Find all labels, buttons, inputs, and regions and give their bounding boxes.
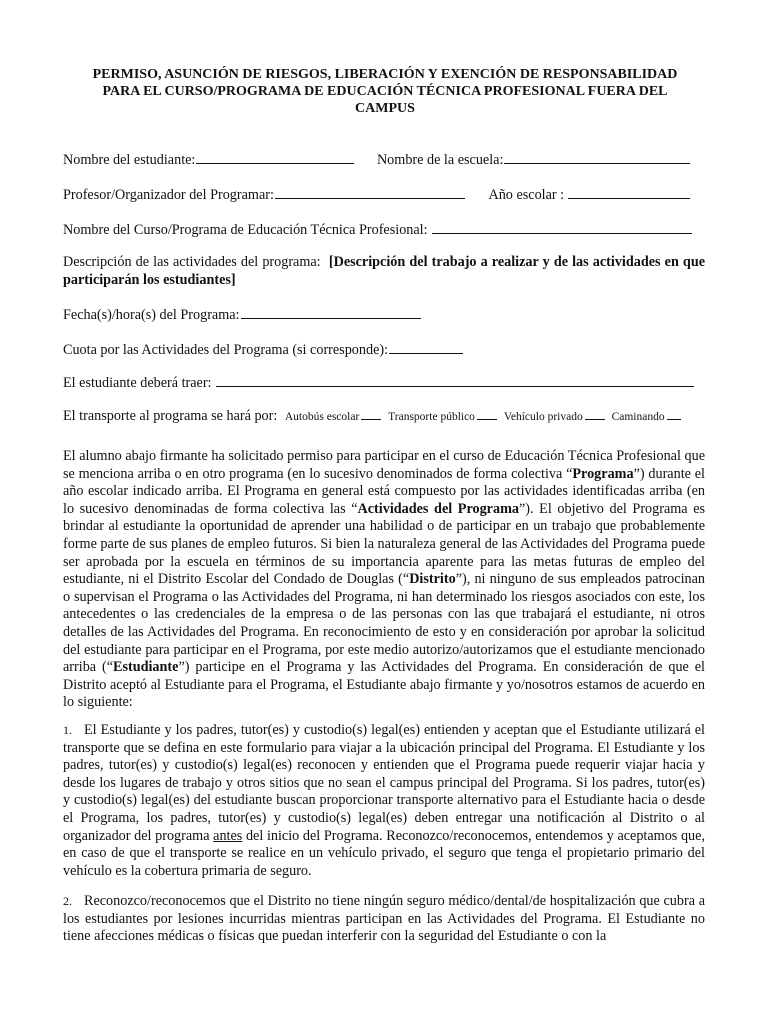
course-name-label: Nombre del Curso/Programa de Educación Técnica Profesional: [63,222,428,238]
transport-label: El transporte al programa se hará por: [63,408,278,424]
fee-label: Cuota por las Actividades del Programa (si corresponde): [63,342,389,358]
term-programa: Programa [572,465,634,482]
bring-row [63,373,694,392]
course-name-blank[interactable] [432,220,692,234]
title-line-2: PARA EL CURSO/PROGRAMA DE EDUCACIÓN TÉCNICA PROFESIONAL FUERA DEL [102,84,668,99]
bring-label: El estudiante deberá traer: [63,375,212,391]
clause-1-text-b: del inicio del Programa. Reconozco/reconocemos, entendemos y aceptamos que, en caso de que el transporte se realice en un vehículo privado, el seguro que tenga el propietario primario del vehículo es la cobertura primaria de seguro. [63,827,705,879]
bring-blank[interactable] [216,373,694,387]
intro-text-4: ”), ni ninguno de sus empleados patrocinan o supervisan el Programa o las Actividades del Programa, ni han determinado los riesgos asociados con este, los antecedentes o las credenciales de la empresa o de las personas con las que trabajará el estudiante, ni otros detalles de las Actividades del Programa. En reconocimiento de esto y en consideración por aprobar la solicitud del estudiante para participar en el Programa, por este medio autorizo/autorizamos que el estudiante mencionado arriba (“ [63,571,705,676]
intro-text-5: ”) participe en el Programa y las Actividades del Programa. En consideración de que el Distrito aceptó al Estudiante para el Programa, el Estudiante abajo firmante y yo/nosotros estamos de acuerdo en lo siguiente: [63,659,705,711]
student-school-row [63,150,690,169]
fee-blank[interactable] [389,340,463,354]
school-name-blank[interactable] [504,150,690,164]
clause-1-text-a: El Estudiante y los padres, tutor(es) y custodio(s) legal(es) entienden y aceptan que el Estudiante utilizará el transporte que se defina en este formulario para viajar a la ubicación principal del Programa. El Estudiante y los padres, tutor(es) y custodio(s) legal(es) reconocen y entienden que el Programa puede requerir viajar hacia y desde los lugares de trabajo y otros sitios que no sean el campus principal del Programa. Si los padres, tutor(es) y custodio(s) legal(es) del estudiante buscan proporcionar transporte alternativo para el Estudiante hacia o desde el Programa, los padres, tutor(es) y custodio(s) legal(es) deben entregar una notificación al Distrito o al organizador del programa [63,722,705,844]
school-year-label: Año escolar : [488,187,565,203]
option-school-bus: Autobús escolar [284,411,360,423]
activities-description [63,253,705,289]
title-line-3: CAMPUS [355,101,415,116]
intro-text-1: El alumno abajo firmante ha solicitado permiso para participar en el curso de Educación Técnica Profesional que se menciona arriba o en otro programa (en lo sucesivo denominados de forma colectiva “ [63,448,705,482]
school-bus-blank[interactable] [361,408,381,420]
walking-blank[interactable] [667,408,681,420]
course-row [63,220,692,239]
transport-row [63,407,681,426]
dates-label: Fecha(s)/hora(s) del Programa: [63,307,240,323]
teacher-year-row [63,185,690,204]
title-line-1: PERMISO, ASUNCIÓN DE RIESGOS, LIBERACIÓN Y EXENCIÓN DE RESPONSABILIDAD [92,67,678,82]
public-transport-blank[interactable] [477,408,497,420]
clause-2-number: 2. [63,894,72,908]
document-title [70,66,700,117]
clause-1 [63,722,705,880]
description-value: [Descripción del trabajo a realizar y de las actividades en que participarán los estudiantes] [63,254,706,288]
intro-text-2: ”) durante el año escolar indicado arriba. El Programa en general está compuesto por las actividades identificadas arriba (en lo sucesivo denominadas de forma colectiva las “ [63,465,705,517]
student-name-label: Nombre del estudiante: [63,152,196,168]
option-walking: Caminando [611,411,665,423]
teacher-blank[interactable] [275,185,465,199]
dates-row [63,305,421,324]
fee-row [63,340,463,359]
transport-options [281,411,681,423]
clause-1-underline: antes [213,827,243,844]
school-name-label: Nombre de la escuela: [376,152,504,168]
intro-paragraph [63,448,705,712]
term-distrito: Distrito [409,571,456,588]
intro-text-3: ”). El objetivo del Programa es brindar al estudiante la oportunidad de aprender una habilidad o de participar en un trabajo que probablemente forme parte de sus planes de empleo futuros. Si bien la naturaleza general de las Actividades del Programa puede ser aprobada por la escuela en términos de su importancia aparente para las metas futuras de empleo del estudiante, ni el Distrito Escolar del Condado de Douglas (“ [63,500,706,588]
description-label: Descripción de las actividades del programa: [63,254,321,270]
option-private-vehicle: Vehículo privado [503,411,583,423]
private-vehicle-blank[interactable] [585,408,605,420]
clause-2-text: Reconozco/reconocemos que el Distrito no tiene ningún seguro médico/dental/de hospitalización que cubra a los estudiantes por lesiones incurridas mientras participan en las Actividades del Programa. El Estudiante no tiene afecciones médicas o físicas que puedan interferir con la seguridad del Estudiante o con la [63,893,705,945]
dates-blank[interactable] [241,305,421,319]
term-actividades: Actividades del Programa [357,500,519,517]
school-year-blank[interactable] [568,185,690,199]
teacher-label: Profesor/Organizador del Programar: [63,187,274,203]
term-estudiante: Estudiante [113,659,179,676]
clause-2 [63,893,705,946]
option-public-transport: Transporte público [388,411,475,423]
student-name-blank[interactable] [196,150,354,164]
clause-1-number: 1. [63,723,72,737]
